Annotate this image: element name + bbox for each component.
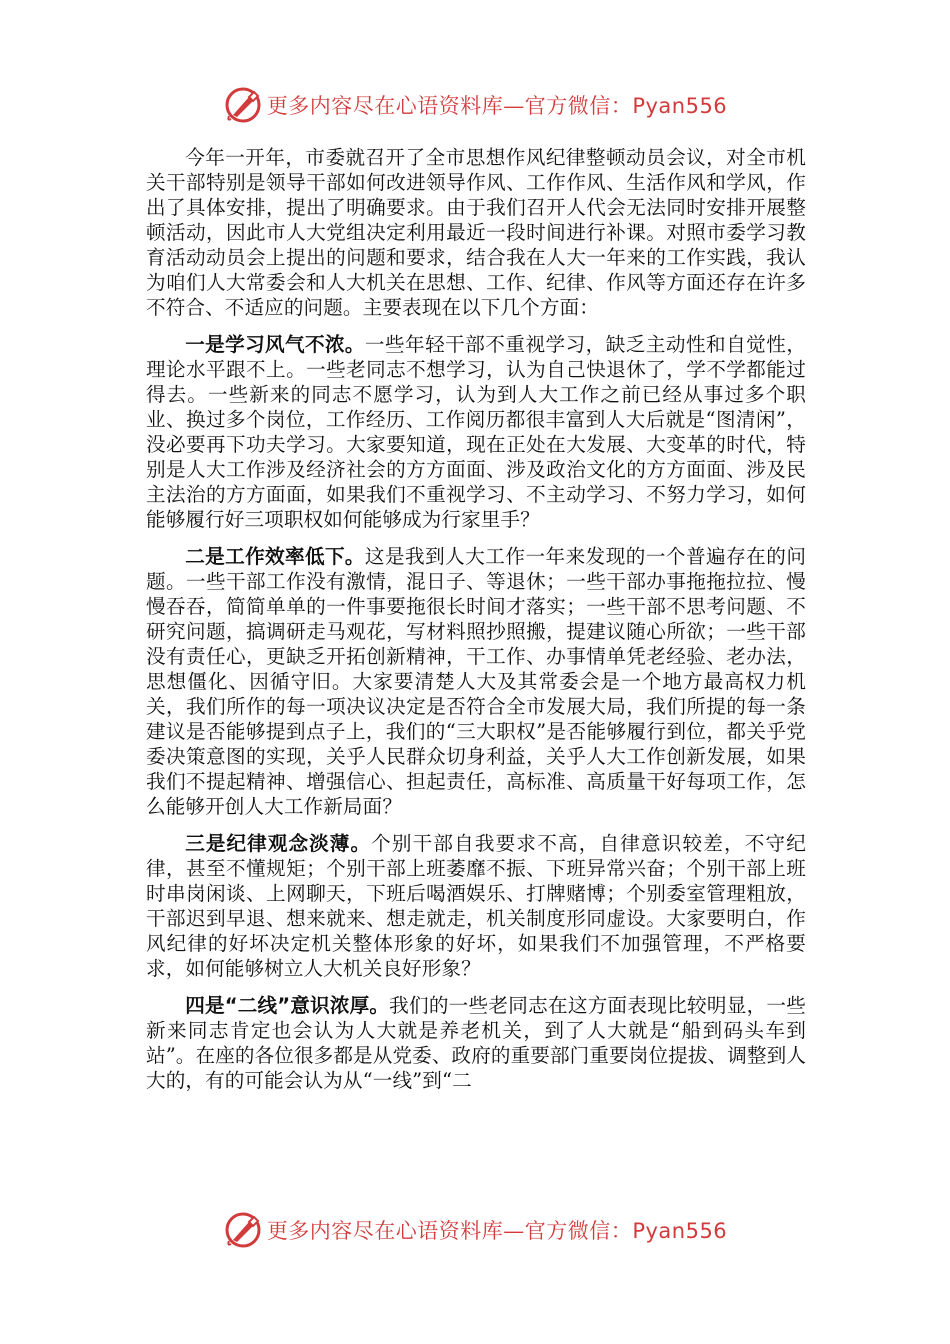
header-banner [0, 80, 950, 130]
footer-banner-text: 更多内容尽在心语资料库—官方微信：Pyan556 [266, 1219, 728, 1243]
footer-wechat-id: Pyan556 [632, 1219, 728, 1243]
paragraph-heading: 四是“二线”意识浓厚。 [185, 994, 390, 1017]
pen-nib-logo-icon [223, 85, 263, 125]
paragraph-second-line: 四是“二线”意识浓厚。我们的一些老同志在这方面表现比较明显，一些新来同志肯定也会认为人大就是养老机关，到了人大就是“船到码头车到站”。在座的各位很多都是从党委、政府的重要部门重要岗位提拔、调整到人大的，有的可能会认为从“一线”到“二 [146, 994, 807, 1092]
document-body [146, 145, 806, 1105]
paragraph-efficiency: 二是工作效率低下。这是我到人大工作一年来发现的一个普遍存在的问题。一些干部工作没有激情，混日子、等退休；一些干部办事拖拖拉拉、慢慢吞吞，简简单单的一件事要拖很长时间才落实；一些干部不思考问题、不研究问题，搞调研走马观花，写材料照抄照搬，提建议随心所欲；一些干部没有责任心，更缺乏开拓创新精神，干工作、办事情单凭老经验、老办法，思想僵化、因循守旧。大家要清楚人大及其常委会是一个地方最高权力机关，我们所作的每一项决议决定是否符合全市发展大局，我们所提的每一条建议是否能够提到点子上，我们的“三大职权”是否能够履行到位，都关乎党委决策意图的实现，关乎人民群众切身利益，关乎人大工作创新发展，如果我们不提起精神、增强信心、担起责任，高标准、高质量干好每项工作，怎么能够开创人大工作新局面？ [146, 545, 807, 818]
paragraph-discipline: 三是纪律观念淡薄。个别干部自我要求不高，自律意识较差，不守纪律，甚至不懂规矩；个别干部上班萎靡不振、下班异常兴奋；个别干部上班时串岗闲谈、上网聊天，下班后喝酒娱乐、打牌赌博；个别委室管理粗放，干部迟到早退、想来就来、想走就走，机关制度形同虚设。大家要明白，作风纪律的好坏决定机关整体形象的好坏，如果我们不加强管理，不严格要求，如何能够树立人大机关良好形象？ [146, 832, 806, 980]
paragraph-heading: 二是工作效率低下。 [185, 545, 365, 568]
header-banner-text: 更多内容尽在心语资料库—官方微信：Pyan556 [266, 94, 728, 118]
header-wechat-id: Pyan556 [632, 94, 728, 118]
paragraph-heading: 一是学习风气不浓。 [185, 333, 365, 356]
paragraph-intro: 今年一开年，市委就召开了全市思想作风纪律整顿动员会议，对全市机关干部特别是领导干部如何改进领导作风、工作作风、生活作风和学风，作出了具体安排，提出了明确要求。由于我们召开人代会无法同时安排开展整顿活动，因此市人大党组决定利用最近一段时间进行补课。对照市委学习教育活动动员会上提出的问题和要求，结合我在人大一年来的工作实践，我认为咱们人大常委会和人大机关在思想、工作、纪律、作风等方面还存在许多不符合、不适应的问题。主要表现在以下几个方面： [146, 146, 806, 319]
paragraph-heading: 三是纪律观念淡薄。 [185, 832, 372, 855]
paragraph-study: 一是学习风气不浓。一些年轻干部不重视学习，缺乏主动性和自觉性，理论水平跟不上。一些老同志不想学习，认为自己快退休了，学不学都能过得去。一些新来的同志不愿学习，认为到人大工作之前已经从事过多个职业、换过多个岗位，工作经历、工作阅历都很丰富到人大后就是“图清闲”，没必要再下功夫学习。大家要知道，现在正处在大发展、大变革的时代，特别是人大工作涉及经济社会的方方面面、涉及政治文化的方方面面、涉及民主法治的方方面面，如果我们不重视学习、不主动学习、不努力学习，如何能够履行好三项职权如何能够成为行家里手？ [146, 333, 807, 531]
footer-banner [0, 1205, 950, 1255]
pen-nib-logo-icon [223, 1210, 263, 1250]
